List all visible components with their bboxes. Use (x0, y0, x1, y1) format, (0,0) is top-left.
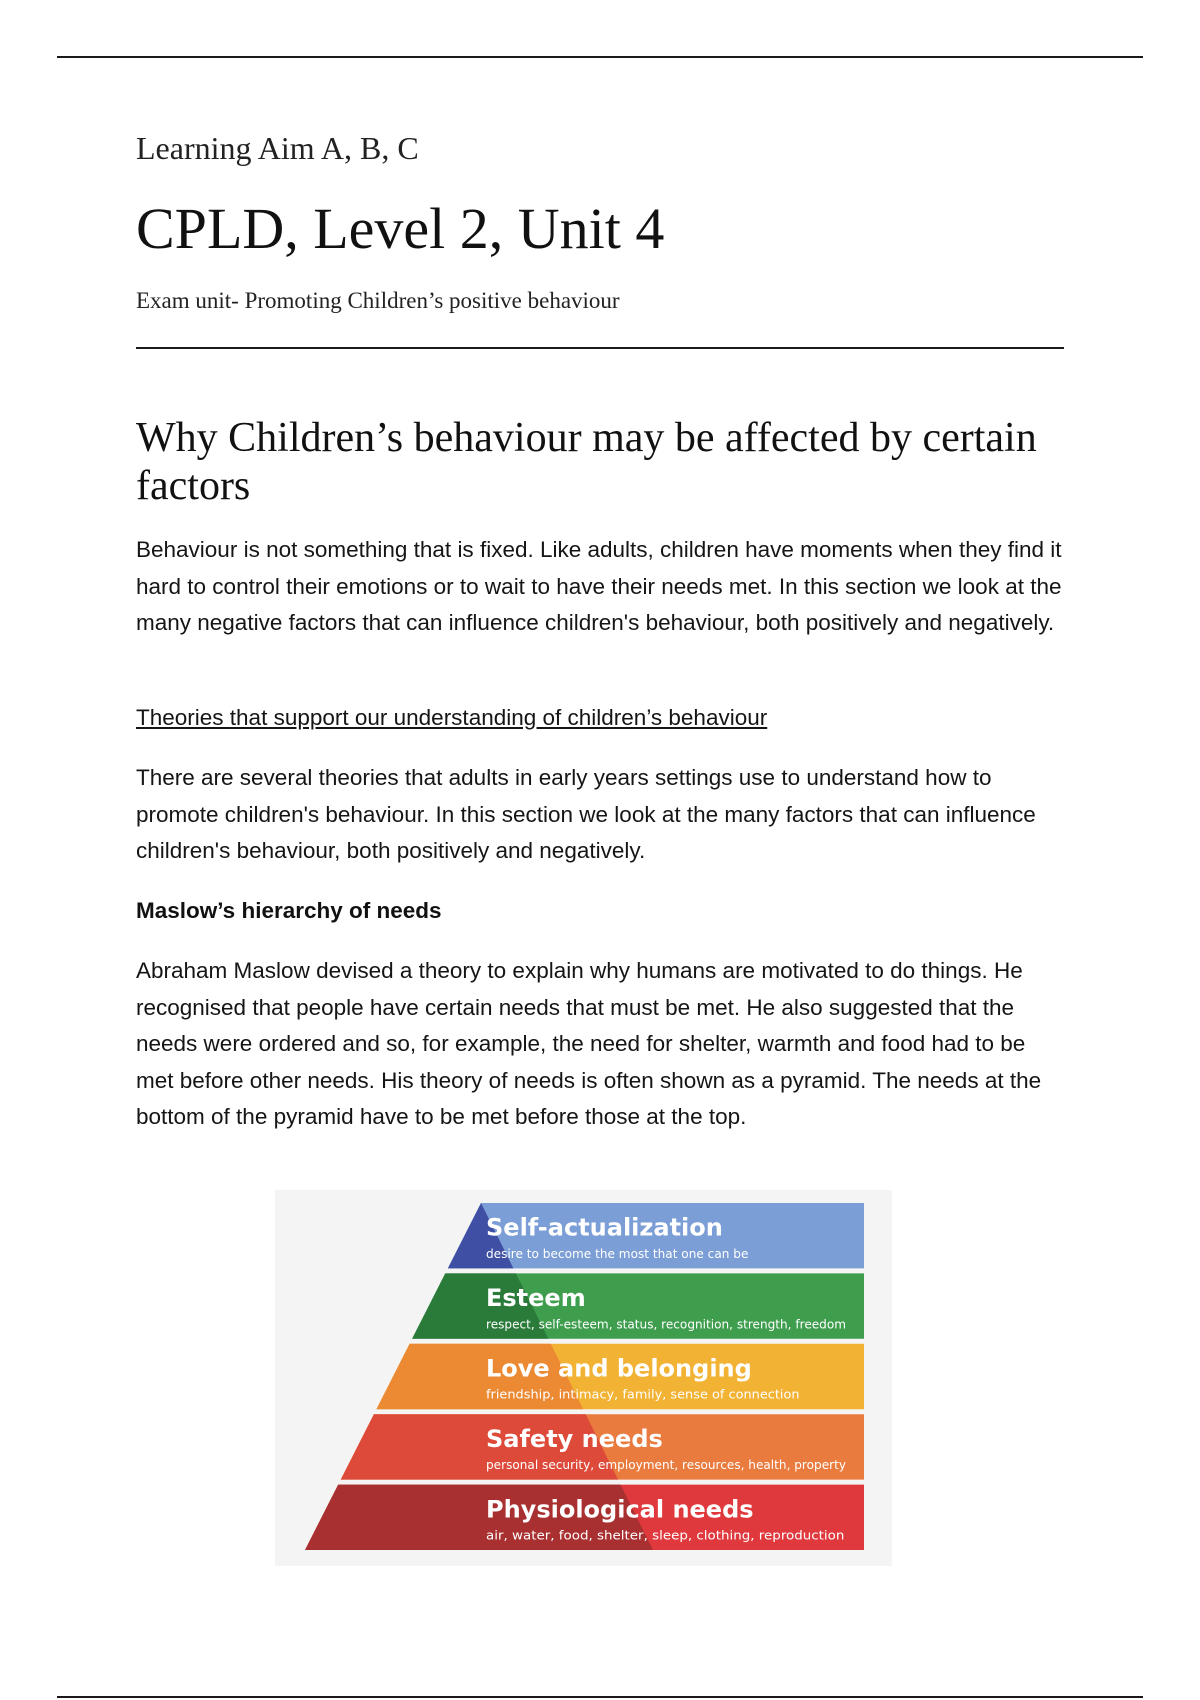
tier-title: Physiological needs (486, 1495, 754, 1524)
tier-subtitle: desire to become the most that one can be (486, 1245, 749, 1261)
pyramid-tier-esteem (412, 1273, 864, 1338)
maslow-paragraph: Abraham Maslow devised a theory to explain why humans are motivated to do things. He recognised that people have certain needs that must be met. He also suggested that the needs were ordered and so, for example, the need for shelter, warmth and food had to be met before other needs. His theory of needs is often shown as a pyramid. The needs at the bottom of the pyramid have to be met before those at the top. (136, 958, 1042, 1129)
tier-subtitle: friendship, intimacy, family, sense of connection (486, 1386, 800, 1402)
theories-paragraph: There are several theories that adults in early years settings use to understand how to promote children's behaviour. In this section we look at the many factors that can influence children's behaviour, both positively and negatively. (136, 765, 1036, 863)
learning-aim-label: Learning Aim A, B, C (136, 130, 419, 166)
maslow-pyramid-graphic (275, 1190, 892, 1566)
title-divider (136, 347, 1064, 349)
tier-subtitle: air, water, food, shelter, sleep, clothing, reproduction (486, 1527, 845, 1543)
maslow-subheading: Maslow’s hierarchy of needs (136, 898, 442, 923)
tier-subtitle: personal security, employment, resources, health, property (486, 1457, 847, 1473)
tier-title: Esteem (486, 1284, 586, 1313)
pyramid-tier-physiological-needs (305, 1485, 864, 1550)
pyramid-tier-self-actualization (448, 1203, 864, 1268)
page-title: CPLD, Level 2, Unit 4 (136, 196, 665, 261)
theories-link[interactable]: Theories that support our understanding of children’s behaviour (136, 705, 768, 730)
tier-subtitle: respect, self-esteem, status, recognition, strength, freedom (486, 1316, 846, 1332)
tier-title: Safety needs (486, 1424, 663, 1453)
top-rule (57, 56, 1143, 58)
tier-title: Self-actualization (486, 1213, 723, 1242)
tier-title: Love and belonging (486, 1354, 752, 1383)
page-subtitle: Exam unit- Promoting Children’s positive behaviour (136, 288, 620, 313)
pyramid-tier-safety-needs (341, 1414, 864, 1479)
pyramid-tier-love-and-belonging (376, 1344, 864, 1409)
maslow-pyramid-image (275, 1190, 892, 1566)
bottom-rule (57, 1696, 1143, 1698)
section-heading: Why Children’s behaviour may be affected by certain factors (136, 415, 1037, 509)
intro-paragraph: Behaviour is not something that is fixed. Like adults, children have moments when they find it hard to control their emotions or to wait to have their needs met. In this section we look at the many negative factors that can influence children's behaviour, both positively and negatively. (136, 537, 1062, 635)
